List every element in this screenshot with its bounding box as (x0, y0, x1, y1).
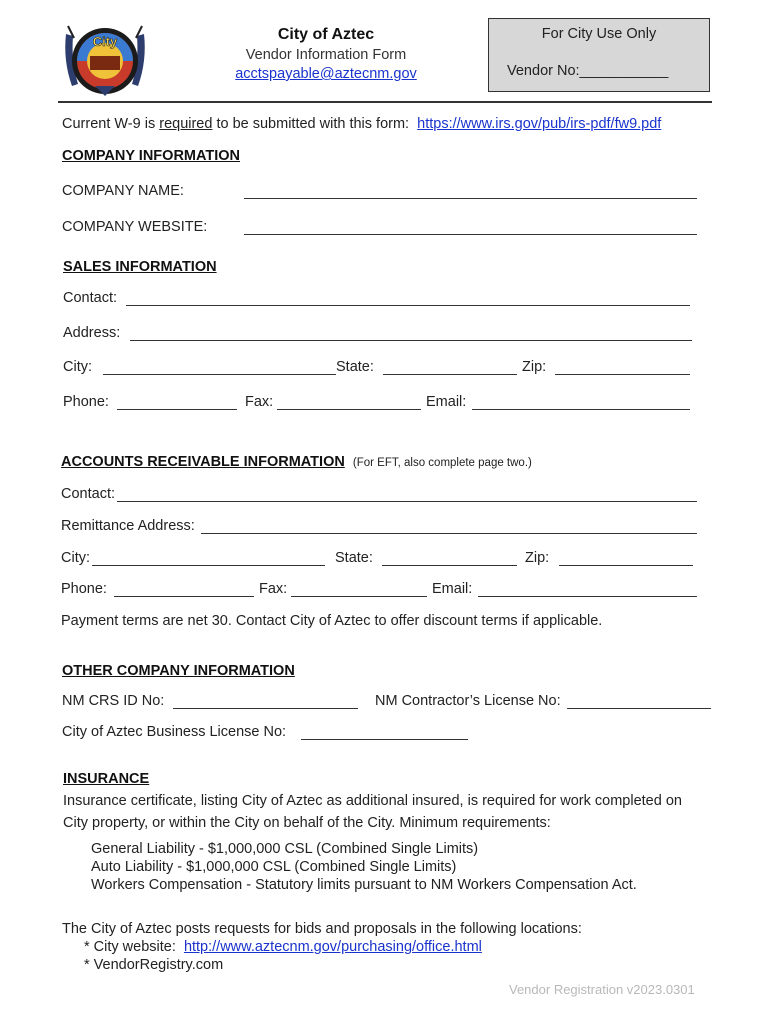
vendor-number-field[interactable]: Vendor No:___________ (507, 63, 669, 79)
city-use-heading: For City Use Only (541, 26, 657, 42)
insurance-requirement-workers: Workers Compensation - Statutory limits pursuant to NM Workers Compensation Act. (91, 877, 637, 893)
ar-state-label: State: (335, 550, 373, 566)
sales-zip-label: Zip: (522, 359, 547, 375)
company-website-field[interactable] (244, 234, 697, 235)
sales-state-label: State: (336, 359, 374, 375)
sales-zip-field[interactable] (555, 374, 690, 375)
ar-remittance-label: Remittance Address: (61, 518, 195, 534)
ar-remittance-field[interactable] (201, 533, 697, 534)
insurance-text-line-1: Insurance certificate, listing City of Aztec as additional insured, is required for work completed on (63, 793, 682, 809)
insurance-text-line-2: City property, or within the City on behalf of the City. Minimum requirements: (63, 815, 551, 831)
ar-zip-label: Zip: (525, 550, 550, 566)
insurance-requirement-general: General Liability - $1,000,000 CSL (Combined Single Limits) (91, 841, 479, 857)
sales-email-label: Email: (426, 394, 467, 410)
w9-required: required (159, 116, 213, 132)
accounts-receivable-heading-row (61, 454, 532, 470)
sales-city-label: City: (63, 359, 92, 375)
sales-contact-label: Contact: (63, 290, 117, 306)
company-name-label: COMPANY NAME: (62, 183, 184, 199)
sales-phone-label: Phone: (63, 394, 109, 410)
ar-city-field[interactable] (92, 565, 325, 566)
sales-phone-field[interactable] (117, 409, 237, 410)
city-website-label: * City website: (84, 939, 176, 955)
business-license-label: City of Aztec Business License No: (62, 724, 287, 740)
insurance-heading: INSURANCE (63, 771, 150, 787)
eft-note: (For EFT, also complete page two.) (352, 457, 532, 469)
payment-terms-text: Payment terms are net 30. Contact City of Aztec to offer discount terms if applicable. (61, 613, 603, 629)
company-name-field[interactable] (244, 198, 697, 199)
nm-contractor-license-field[interactable] (567, 708, 711, 709)
ar-state-field[interactable] (382, 565, 517, 566)
w9-notice (62, 116, 661, 132)
ar-fax-label: Fax: (259, 581, 288, 597)
w9-form-link[interactable]: https://www.irs.gov/pub/irs-pdf/fw9.pdf (417, 116, 662, 132)
ar-city-label: City: (61, 550, 90, 566)
ar-zip-field[interactable] (559, 565, 693, 566)
sales-contact-field[interactable] (126, 305, 690, 306)
insurance-requirement-auto: Auto Liability - $1,000,000 CSL (Combined Single Limits) (91, 859, 457, 875)
company-information-heading: COMPANY INFORMATION (62, 148, 241, 164)
nm-contractor-license-label: NM Contractor’s License No: (375, 693, 561, 709)
accounts-receivable-heading: ACCOUNTS RECEIVABLE INFORMATION (61, 454, 345, 470)
nm-crs-id-field[interactable] (173, 708, 358, 709)
ar-contact-field[interactable] (117, 501, 697, 502)
other-company-information-heading: OTHER COMPANY INFORMATION (62, 663, 295, 679)
ar-phone-label: Phone: (61, 581, 107, 597)
w9-text-before: Current W-9 is (62, 116, 160, 132)
version-footer: Vendor Registration v2023.0301 (509, 982, 695, 997)
vendor-registry-text: * VendorRegistry.com (84, 957, 224, 973)
ar-phone-field[interactable] (114, 596, 254, 597)
accounts-payable-email-link[interactable]: acctspayable@aztecnm.gov (235, 66, 417, 82)
business-license-field[interactable] (301, 739, 468, 740)
ar-email-field[interactable] (478, 596, 697, 597)
ar-contact-label: Contact: (61, 486, 115, 502)
nm-crs-id-label: NM CRS ID No: (62, 693, 165, 709)
company-website-label: COMPANY WEBSITE: (62, 219, 208, 235)
sales-email-field[interactable] (472, 409, 690, 410)
sales-address-field[interactable] (130, 340, 692, 341)
bids-intro-text: The City of Aztec posts requests for bids and proposals in the following locations: (62, 921, 582, 937)
bids-website-row (84, 939, 482, 955)
sales-fax-label: Fax: (245, 394, 274, 410)
sales-state-field[interactable] (383, 374, 517, 375)
header-divider (58, 101, 712, 103)
ar-email-label: Email: (432, 581, 473, 597)
w9-text-after: to be submitted with this form: (212, 116, 410, 132)
sales-city-field[interactable] (103, 374, 336, 375)
purchasing-office-link[interactable]: http://www.aztecnm.gov/purchasing/office.html (183, 939, 482, 955)
form-title: City of Aztec (277, 26, 375, 43)
ar-fax-field[interactable] (291, 596, 427, 597)
sales-information-heading: SALES INFORMATION (63, 259, 217, 275)
sales-fax-field[interactable] (277, 409, 421, 410)
sales-address-label: Address: (63, 325, 121, 341)
city-use-box (488, 18, 710, 92)
logo-wordmark: City (92, 34, 118, 49)
form-subtitle: Vendor Information Form (245, 47, 407, 63)
